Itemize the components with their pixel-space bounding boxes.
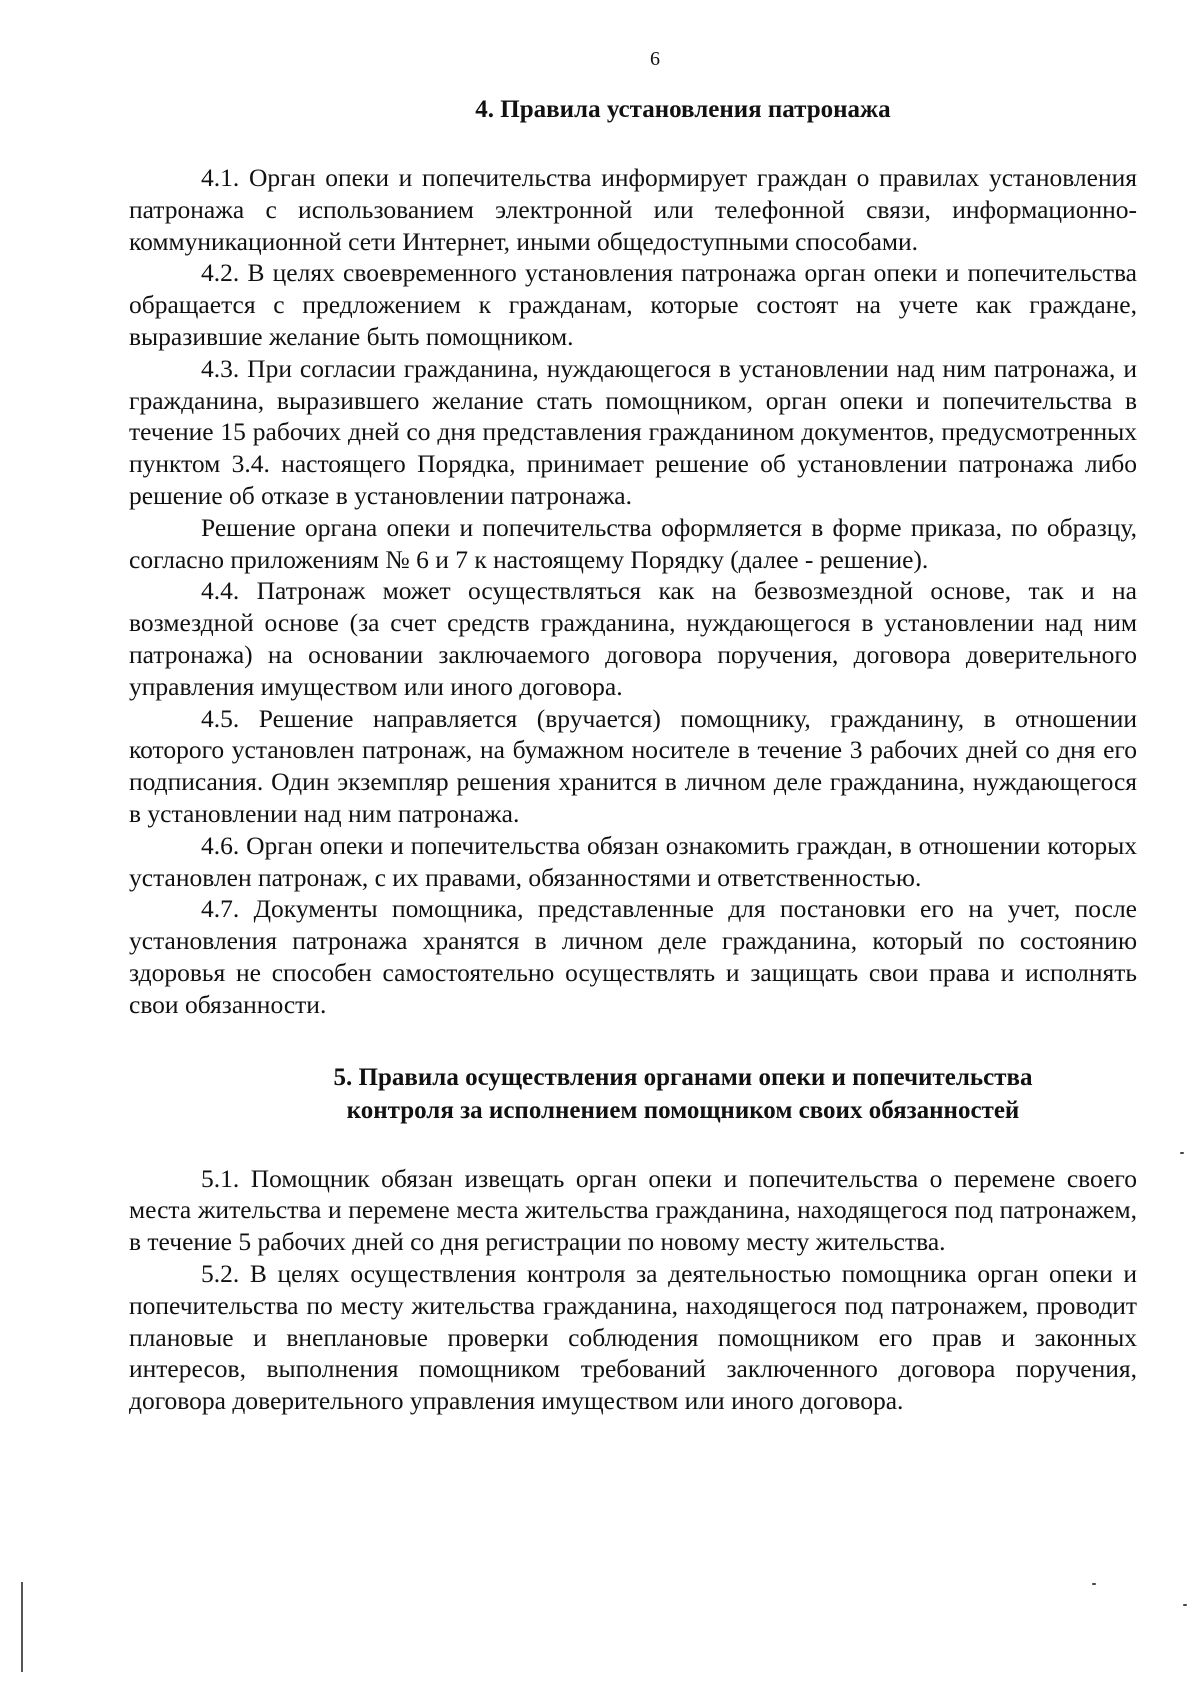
scan-edge-line <box>21 1582 23 1672</box>
paragraph-4-2: 4.2. В целях своевременного установления патронажа орган опеки и попечительства обращается с предложением к гражданам, которые состоят на учете как граждане, выразившие желание быть помощником. <box>129 258 1137 351</box>
scan-speck <box>1092 1583 1096 1585</box>
scan-speck <box>1183 1604 1187 1606</box>
section-4-title: 4. Правила установления патронажа <box>475 96 891 123</box>
scan-speck <box>1180 1152 1184 1154</box>
paragraph-4-1: 4.1. Орган опеки и попечительства информирует граждан о правилах установления патронажа с использованием электронной или телефонной связи, информационно-коммуникационной сети Интернет, иными общедоступными способами. <box>129 163 1137 256</box>
paragraph-4-3: 4.3. При согласии гражданина, нуждающегося в установлении над ним патронажа, и гражданина, выразившего желание стать помощником, орган опеки и попечительства в течение 15 рабочих дней со дня представления гражданином документов, предусмотренных пунктом 3.4. настоящего Порядка, принимает решение об установлении патронажа либо решение об отказе в установлении патронажа. <box>129 353 1137 510</box>
paragraph-4-6: 4.6. Орган опеки и попечительства обязан ознакомить граждан, в отношении которых установлен патронаж, с их правами, обязанностями и ответственностью. <box>129 830 1137 892</box>
document-body <box>129 94 1137 1417</box>
paragraph-5-1: 5.1. Помощник обязан извещать орган опеки и попечительства о перемене своего места жительства и перемене места жительства гражданина, находящегося под патронажем, в течение 5 рабочих дней со дня регистрации по новому месту жительства. <box>129 1163 1137 1257</box>
paragraph-4-7: 4.7. Документы помощника, представленные для постановки его на учет, после установления патронажа хранятся в личном деле гражданина, который по состоянию здоровья не способен самостоятельно осуществлять и защищать свои права и исполнять свои обязанности. <box>129 894 1137 1019</box>
section-5-title-line-2: контроля за исполнением помощником своих обязанностей <box>346 1096 1020 1124</box>
paragraph-4-4: 4.4. Патронаж может осуществляться как на безвозмездной основе, так и на возмездной основе (за счет средств гражданина, нуждающегося в установлении над ним патронажа) на основании заключаемого договора поручения, договора доверительного управления имуществом или иного договора. <box>129 576 1137 701</box>
paragraph-4-5: 4.5. Решение направляется (вручается) помощнику, гражданину, в отношении которого установлен патронаж, на бумажном носителе в течение 3 рабочих дней со дня его подписания. Один экземпляр решения хранится в личном деле гражданина, нуждающегося в установлении над ним патронажа. <box>129 703 1137 828</box>
paragraph-5-2: 5.2. В целях осуществления контроля за деятельностью помощника орган опеки и попечительства по месту жительства гражданина, находящегося под патронажем, проводит плановые и внеплановые проверки соблюдения помощником его прав и законных интересов, выполнения помощником требований заключенного договора поручения, договора доверительного управления имуществом или иного договора. <box>129 1258 1137 1416</box>
paragraph-4-3-decision: Решение органа опеки и попечительства оформляется в форме приказа, по образцу, согласно приложениям № 6 и 7 к настоящему Порядку (далее - решение). <box>129 512 1137 574</box>
page-number: 6 <box>650 48 660 70</box>
section-5-title <box>129 1061 1137 1127</box>
section-5-title-line-1: 5. Правила осуществления органами опеки и попечительства <box>333 1063 1033 1091</box>
